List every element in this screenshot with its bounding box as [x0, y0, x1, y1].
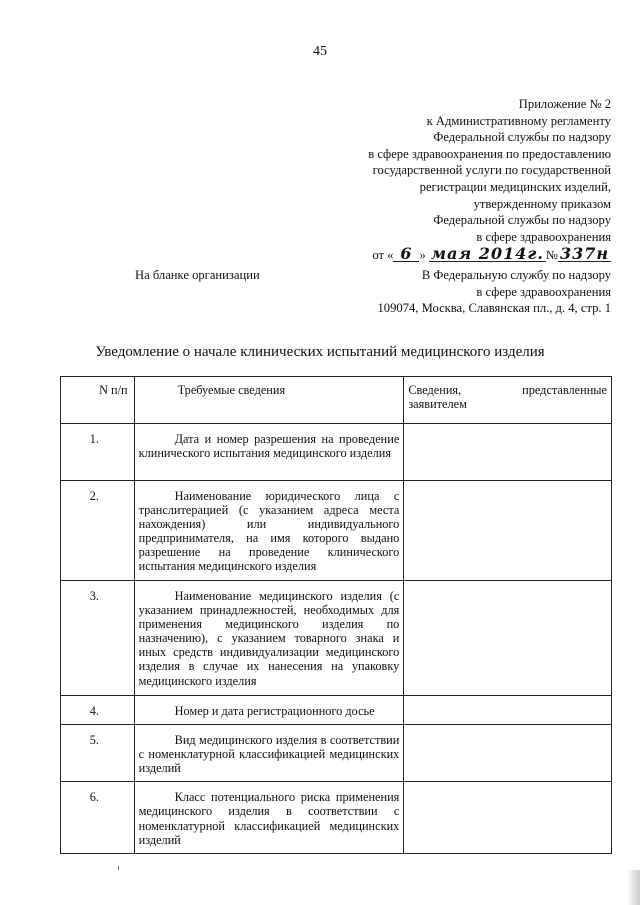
order-prefix: от « [372, 248, 394, 263]
header-provided-c: заявителем [408, 397, 467, 412]
row-value-cell[interactable] [404, 581, 612, 696]
row-description: Класс потенциального риска применения медицинского изделия в соответствии с номенклатурной классификацией медицинских изделий [134, 782, 404, 854]
appendix-line: государственной услуги по государственной [372, 163, 611, 178]
table-row [61, 424, 612, 481]
order-line [311, 246, 611, 264]
row-number: 5. [61, 725, 135, 782]
row-number: 1. [61, 424, 135, 481]
table-row [61, 782, 612, 854]
header-provided-info [404, 377, 612, 424]
table-row [61, 481, 612, 581]
row-number: 4. [61, 696, 135, 725]
appendix-block [311, 96, 611, 264]
addressee-block [378, 267, 612, 317]
header-required-info: Требуемые сведения [134, 377, 404, 424]
addressee-line: 109074, Москва, Славянская пл., д. 4, стр. 1 [377, 301, 611, 316]
row-description: Наименование юридического лица с транслитерацией (с указанием адреса места нахождения) или индивидуального предпринимателя, на имя которого выдано разрешение на проведение клинического испытания медицинского изделия [134, 481, 404, 581]
order-day: 6 [393, 246, 419, 262]
row-number: 6. [61, 782, 135, 854]
table-header-row [61, 377, 612, 424]
appendix-line: утвержденному приказом [473, 196, 611, 211]
info-table [60, 376, 612, 854]
addressee-line: в сфере здравоохранения [476, 284, 611, 299]
row-description: Дата и номер разрешения на проведение клинического испытания медицинского изделия [134, 424, 404, 481]
row-description: Наименование медицинского изделия (с указанием принадлежностей, необходимых для применения медицинского изделия по назначению), с указанием товарного знака и иных средств индивидуализации медицинского изделия в случае их нанесения на упаковку медицинского изделия [134, 581, 404, 696]
appendix-line: Федеральной службы по надзору [433, 130, 611, 145]
table-row [61, 696, 612, 725]
order-number-sign: № [545, 248, 558, 263]
appendix-line: регистрации медицинских изделий, [419, 179, 611, 194]
row-value-cell[interactable] [404, 725, 612, 782]
document-title: Уведомление о начале клинических испытаний медицинского изделия [95, 344, 545, 360]
header-number: N п/п [61, 377, 135, 424]
appendix-line: в сфере здравоохранения по предоставлению [368, 146, 611, 161]
row-description: Номер и дата регистрационного досье [134, 696, 404, 725]
row-description: Вид медицинского изделия в соответствии с номенклатурной классификацией медицинских изделий [134, 725, 404, 782]
order-month-year: мая 2014г. [430, 244, 544, 264]
row-number: 2. [61, 481, 135, 581]
order-quote-close: » [419, 248, 426, 263]
header-provided-b: представленные [522, 383, 607, 397]
header-provided-a: Сведения, [408, 383, 462, 397]
row-number: 3. [61, 581, 135, 696]
addressee-line: В Федеральную службу по надзору [421, 268, 611, 282]
row-value-cell[interactable] [404, 696, 612, 725]
table-row [61, 581, 612, 696]
appendix-line: Приложение № 2 [518, 97, 611, 111]
appendix-line: Федеральной службы по надзору [433, 213, 611, 228]
appendix-line: в сфере здравоохранения [476, 229, 611, 244]
row-value-cell[interactable] [404, 481, 612, 581]
order-number: 337н [559, 244, 609, 264]
row-value-cell[interactable] [404, 424, 612, 481]
scan-edge-shadow [626, 870, 640, 905]
page-number: 45 [313, 44, 327, 59]
table-row [61, 725, 612, 782]
row-value-cell[interactable] [404, 782, 612, 854]
letterhead-note: На бланке организации [135, 268, 260, 282]
scan-mark [118, 866, 119, 870]
appendix-line: к Административному регламенту [426, 113, 611, 128]
